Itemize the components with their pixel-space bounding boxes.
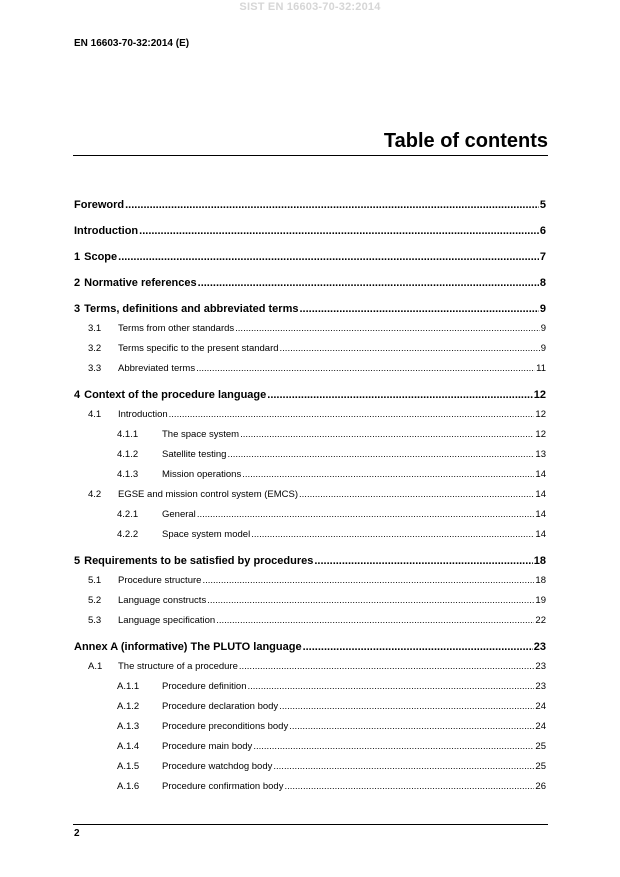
toc-entry[interactable]: [74, 781, 546, 801]
toc-entry-page: 6: [539, 225, 546, 237]
toc-entry-number: 4.1.2: [117, 449, 139, 460]
toc-entry[interactable]: [74, 555, 546, 575]
toc-entry-number: 5.1: [88, 575, 102, 586]
toc-entry-number: A.1.6: [117, 781, 140, 792]
toc-dot-leader: [314, 555, 532, 567]
toc-entry-page: 26: [535, 781, 546, 792]
toc-entry-label: General: [162, 509, 196, 520]
toc-dot-leader: [202, 575, 534, 586]
toc-entry[interactable]: [74, 661, 546, 681]
toc-entry[interactable]: [74, 701, 546, 721]
toc-entry-page: 12: [535, 429, 546, 440]
toc-entry-page: 25: [535, 761, 546, 772]
toc-entry[interactable]: [74, 277, 546, 297]
toc-entry-number: 4.1: [88, 409, 102, 420]
toc-entry[interactable]: [74, 363, 546, 383]
toc-entry[interactable]: [74, 761, 546, 781]
toc-entry-label: Procedure declaration body: [162, 701, 279, 712]
toc-entry-number: 3.1: [88, 323, 102, 334]
toc-entry-number: 5.2: [88, 595, 102, 606]
toc-dot-leader: [239, 661, 535, 672]
toc-entry-page: 24: [535, 721, 546, 732]
toc-entry-number: 4.1.3: [117, 469, 139, 480]
toc-entry[interactable]: [74, 509, 546, 529]
toc-entry-number: 3.2: [88, 343, 102, 354]
toc-dot-leader: [216, 615, 534, 626]
toc-dot-leader: [197, 509, 535, 520]
title-divider: [73, 155, 548, 156]
toc-entry-label: The structure of a procedure: [118, 661, 238, 672]
toc-dot-leader: [289, 721, 534, 732]
toc-entry-label: Satellite testing: [162, 449, 227, 460]
toc-dot-leader: [196, 363, 535, 374]
toc-entry-number: 4.2: [88, 489, 102, 500]
toc-entry[interactable]: [74, 409, 546, 429]
toc-entry-label: Procedure watchdog body: [162, 761, 273, 772]
toc-entry-page: 25: [535, 741, 546, 752]
toc-entry-page: 9: [540, 323, 546, 334]
toc-entry-page: 8: [539, 277, 546, 289]
toc-dot-leader: [169, 409, 535, 420]
toc-entry-number: 3.3: [88, 363, 102, 374]
toc-entry-number: A.1.1: [117, 681, 140, 692]
toc-entry-label: Procedure confirmation body: [162, 781, 284, 792]
toc-entry-page: 22: [535, 615, 546, 626]
toc-entry-number: 5.3: [88, 615, 102, 626]
page-number: 2: [74, 828, 80, 839]
toc-dot-leader: [280, 343, 540, 354]
toc-entry-label: Requirements to be satisfied by procedures: [84, 555, 314, 567]
toc-entry-number: 5: [74, 555, 81, 567]
toc-entry[interactable]: [74, 429, 546, 449]
toc-entry-label: Space system model: [162, 529, 251, 540]
toc-entry-label: Scope: [84, 251, 118, 263]
toc-entry[interactable]: [74, 595, 546, 615]
toc-entry[interactable]: [74, 303, 546, 323]
toc-entry-page: 9: [539, 303, 546, 315]
toc-dot-leader: [125, 199, 539, 211]
toc-entry-label: Language constructs: [118, 595, 207, 606]
toc-dot-leader: [207, 595, 534, 606]
toc-dot-leader: [251, 529, 534, 540]
toc-entry[interactable]: [74, 225, 546, 245]
toc-entry-page: 23: [535, 661, 546, 672]
toc-entry[interactable]: [74, 529, 546, 549]
toc-entry[interactable]: [74, 721, 546, 741]
toc-entry-page: 14: [535, 469, 546, 480]
toc-dot-leader: [227, 449, 534, 460]
toc-entry[interactable]: [74, 449, 546, 469]
toc-entry-page: 7: [539, 251, 546, 263]
toc-entry-number: A.1.2: [117, 701, 140, 712]
page-title: Table of contents: [383, 130, 548, 152]
document-id-header: EN 16603-70-32:2014 (E): [74, 38, 190, 49]
toc-entry-number: 4: [74, 389, 81, 401]
toc-entry-number: 1: [74, 251, 81, 263]
toc-entry-page: 5: [539, 199, 546, 211]
toc-entry-page: 23: [535, 681, 546, 692]
toc-entry-number: A.1.3: [117, 721, 140, 732]
toc-entry-page: 24: [535, 701, 546, 712]
toc-entry-label: Terms from other standards: [118, 323, 235, 334]
toc-entry-label: Context of the procedure language: [84, 389, 267, 401]
toc-entry-label: Abbreviated terms: [118, 363, 196, 374]
toc-entry-label: Introduction: [118, 409, 168, 420]
toc-entry-label: Foreword: [74, 199, 125, 211]
toc-dot-leader: [299, 303, 538, 315]
toc-entry-number: 3: [74, 303, 81, 315]
toc-entry-label: Terms specific to the present standard: [118, 343, 279, 354]
toc-entry-number: 4.2.2: [117, 529, 139, 540]
toc-entry-page: 23: [533, 641, 546, 653]
toc-dot-leader: [235, 323, 540, 334]
toc-entry[interactable]: [74, 323, 546, 343]
toc-entry-label: Procedure structure: [118, 575, 202, 586]
toc-entry-label: Mission operations: [162, 469, 242, 480]
toc-dot-leader: [248, 681, 535, 692]
toc-dot-leader: [273, 761, 534, 772]
toc-entry[interactable]: [74, 615, 546, 635]
toc-entry-number: A.1.4: [117, 741, 140, 752]
toc-entry[interactable]: [74, 389, 546, 409]
toc-entry-number: 4.1.1: [117, 429, 139, 440]
toc-dot-leader: [242, 469, 534, 480]
toc-entry-number: 2: [74, 277, 81, 289]
toc-entry[interactable]: [74, 575, 546, 595]
toc-entry-page: 13: [535, 449, 546, 460]
toc-entry-label: Language specification: [118, 615, 216, 626]
toc-entry-page: 14: [535, 509, 546, 520]
toc-entry-label: Annex A (informative) The PLUTO language: [74, 641, 302, 653]
toc-entry[interactable]: [74, 343, 546, 363]
toc-dot-leader: [198, 277, 539, 289]
toc-dot-leader: [279, 701, 534, 712]
toc-entry[interactable]: [74, 741, 546, 761]
toc-entry-page: 14: [535, 489, 546, 500]
toc-dot-leader: [267, 389, 532, 401]
toc-entry-label: Procedure preconditions body: [162, 721, 289, 732]
toc-entry-number: 4.2.1: [117, 509, 139, 520]
toc-dot-leader: [253, 741, 534, 752]
toc-entry-label: Procedure definition: [162, 681, 247, 692]
toc-entry[interactable]: [74, 681, 546, 701]
footer-divider: [73, 824, 548, 825]
toc-entry[interactable]: [74, 489, 546, 509]
toc-entry-label: Terms, definitions and abbreviated terms: [84, 303, 299, 315]
toc-entry-page: 18: [535, 575, 546, 586]
toc-entry-label: The space system: [162, 429, 240, 440]
toc-dot-leader: [299, 489, 534, 500]
toc-entry[interactable]: [74, 469, 546, 489]
toc-dot-leader: [240, 429, 534, 440]
toc-entry-page: 19: [535, 595, 546, 606]
toc-entry-page: 12: [533, 389, 546, 401]
toc-entry-page: 14: [535, 529, 546, 540]
toc-entry[interactable]: [74, 641, 546, 661]
toc-entry-number: A.1: [88, 661, 103, 672]
toc-entry-label: Procedure main body: [162, 741, 253, 752]
toc-entry[interactable]: [74, 199, 546, 219]
toc-entry-label: Introduction: [74, 225, 139, 237]
toc-dot-leader: [303, 641, 533, 653]
toc-entry-label: Normative references: [84, 277, 197, 289]
toc-dot-leader: [139, 225, 539, 237]
toc-entry-number: A.1.5: [117, 761, 140, 772]
table-of-contents: [74, 199, 546, 801]
toc-entry-label: EGSE and mission control system (EMCS): [118, 489, 299, 500]
watermark: SIST EN 16603-70-32:2014: [239, 1, 381, 13]
toc-dot-leader: [284, 781, 534, 792]
toc-entry-page: 11: [536, 363, 546, 374]
toc-entry-page: 18: [533, 555, 546, 567]
toc-entry[interactable]: [74, 251, 546, 271]
toc-entry-page: 9: [540, 343, 546, 354]
toc-entry-page: 12: [535, 409, 546, 420]
toc-dot-leader: [118, 251, 539, 263]
